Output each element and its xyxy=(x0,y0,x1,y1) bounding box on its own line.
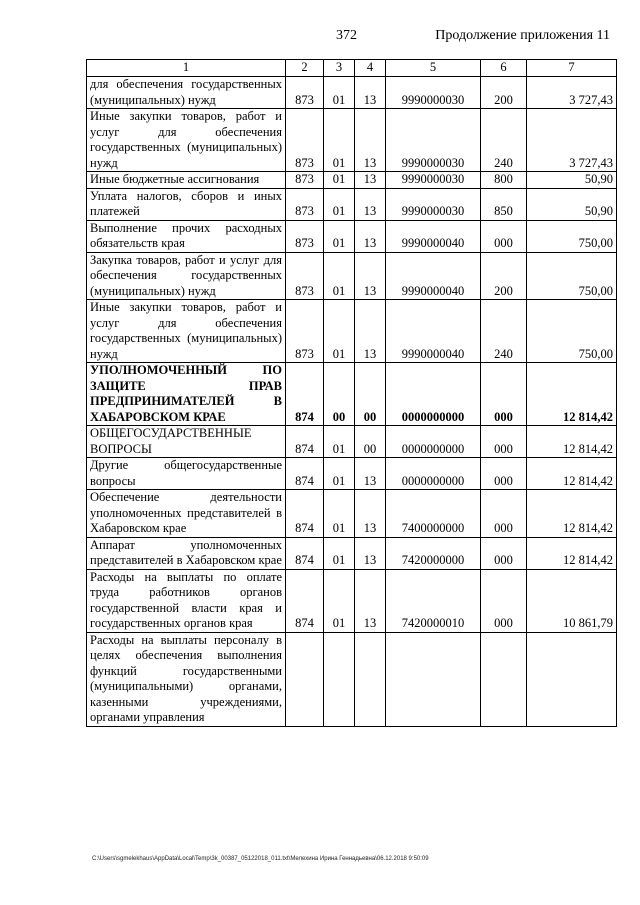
row-value-cell: 01 xyxy=(324,569,355,632)
table-row xyxy=(87,252,617,300)
row-value-cell: 873 xyxy=(286,252,324,300)
row-value-cell: 13 xyxy=(355,490,386,538)
table-row xyxy=(87,490,617,538)
row-value-cell: 0000000000 xyxy=(386,426,481,458)
row-value-cell: 240 xyxy=(481,109,527,172)
row-name-cell: Закупка товаров, работ и услуг для обеспечения государственных (муниципальных) нужд xyxy=(87,252,286,300)
row-name-cell: Иные бюджетные ассигнования xyxy=(87,172,286,189)
column-header: 5 xyxy=(386,60,481,77)
appendix-continuation: Продолжение приложения 11 xyxy=(435,28,610,43)
file-path-footer: C:\Users\sgmelekhaus\AppData\Local\Temp\3k_00387_05122018_011.txt\Мелехина Ирина Геннадьевна\06.12.2018 9:50:09 xyxy=(92,856,429,862)
table-row xyxy=(87,569,617,632)
row-value-cell: 7420000010 xyxy=(386,569,481,632)
row-value-cell: 000 xyxy=(481,426,527,458)
row-value-cell: 13 xyxy=(355,77,386,109)
row-value-cell: 874 xyxy=(286,569,324,632)
row-value-cell xyxy=(527,632,617,726)
row-value-cell: 13 xyxy=(355,300,386,363)
row-value-cell: 12 814,42 xyxy=(527,490,617,538)
row-value-cell: 01 xyxy=(324,537,355,569)
table-row xyxy=(87,426,617,458)
row-value-cell: 01 xyxy=(324,188,355,220)
row-value-cell: 01 xyxy=(324,490,355,538)
row-value-cell: 01 xyxy=(324,77,355,109)
row-value-cell: 3 727,43 xyxy=(527,77,617,109)
row-value-cell: 01 xyxy=(324,220,355,252)
row-value-cell: 9990000030 xyxy=(386,172,481,189)
row-value-cell: 873 xyxy=(286,172,324,189)
row-value-cell: 13 xyxy=(355,252,386,300)
table-header-row xyxy=(87,60,617,77)
row-value-cell: 00 xyxy=(355,363,386,426)
row-value-cell: 9990000030 xyxy=(386,109,481,172)
row-value-cell: 874 xyxy=(286,537,324,569)
row-value-cell: 000 xyxy=(481,363,527,426)
row-value-cell: 873 xyxy=(286,109,324,172)
row-name-cell: Иные закупки товаров, работ и услуг для обеспечения государственных (муниципальных) нужд xyxy=(87,109,286,172)
row-value-cell: 13 xyxy=(355,220,386,252)
row-value-cell: 873 xyxy=(286,220,324,252)
row-value-cell: 750,00 xyxy=(527,252,617,300)
row-name-cell: Иные закупки товаров, работ и услуг для обеспечения государственных (муниципальных) нужд xyxy=(87,300,286,363)
row-value-cell: 13 xyxy=(355,109,386,172)
row-value-cell: 12 814,42 xyxy=(527,363,617,426)
row-value-cell: 874 xyxy=(286,363,324,426)
row-value-cell: 12 814,42 xyxy=(527,458,617,490)
row-value-cell: 10 861,79 xyxy=(527,569,617,632)
row-value-cell: 01 xyxy=(324,458,355,490)
row-value-cell: 13 xyxy=(355,458,386,490)
column-header: 3 xyxy=(324,60,355,77)
row-value-cell: 000 xyxy=(481,220,527,252)
row-name-cell: УПОЛНОМОЧЕННЫЙ ПО ЗАЩИТЕ ПРАВ ПРЕДПРИНИМАТЕЛЕЙ В ХАБАРОВСКОМ КРАЕ xyxy=(87,363,286,426)
row-value-cell: 0000000000 xyxy=(386,363,481,426)
row-value-cell xyxy=(481,632,527,726)
row-value-cell: 000 xyxy=(481,569,527,632)
row-value-cell: 0000000000 xyxy=(386,458,481,490)
table-row xyxy=(87,632,617,726)
table-row xyxy=(87,537,617,569)
row-value-cell: 13 xyxy=(355,188,386,220)
row-name-cell: для обеспечения государственных (муниципальных) нужд xyxy=(87,77,286,109)
row-value-cell: 12 814,42 xyxy=(527,537,617,569)
row-value-cell: 240 xyxy=(481,300,527,363)
row-value-cell: 9990000040 xyxy=(386,252,481,300)
row-value-cell: 01 xyxy=(324,172,355,189)
table-row xyxy=(87,300,617,363)
column-header: 7 xyxy=(527,60,617,77)
row-value-cell: 01 xyxy=(324,252,355,300)
row-value-cell: 7420000000 xyxy=(386,537,481,569)
row-value-cell: 3 727,43 xyxy=(527,109,617,172)
row-value-cell: 7400000000 xyxy=(386,490,481,538)
row-value-cell: 13 xyxy=(355,537,386,569)
column-header: 1 xyxy=(87,60,286,77)
row-value-cell: 12 814,42 xyxy=(527,426,617,458)
row-value-cell: 000 xyxy=(481,458,527,490)
row-name-cell: ОБЩЕГОСУДАРСТВЕННЫЕ ВОПРОСЫ xyxy=(87,426,286,458)
row-value-cell: 200 xyxy=(481,77,527,109)
row-value-cell: 00 xyxy=(355,426,386,458)
row-value-cell: 9990000040 xyxy=(386,300,481,363)
row-value-cell: 873 xyxy=(286,77,324,109)
row-name-cell: Выполнение прочих расходных обязательств края xyxy=(87,220,286,252)
row-value-cell: 01 xyxy=(324,300,355,363)
table-row xyxy=(87,363,617,426)
row-value-cell: 9990000040 xyxy=(386,220,481,252)
table-row xyxy=(87,109,617,172)
row-value-cell: 000 xyxy=(481,537,527,569)
row-value-cell xyxy=(386,632,481,726)
table-row xyxy=(87,220,617,252)
row-value-cell: 874 xyxy=(286,490,324,538)
row-value-cell: 9990000030 xyxy=(386,188,481,220)
row-value-cell: 50,90 xyxy=(527,172,617,189)
row-value-cell: 874 xyxy=(286,458,324,490)
row-value-cell xyxy=(355,632,386,726)
row-value-cell xyxy=(286,632,324,726)
row-name-cell: Аппарат уполномоченных представителей в Хабаровском крае xyxy=(87,537,286,569)
row-value-cell: 800 xyxy=(481,172,527,189)
row-value-cell: 850 xyxy=(481,188,527,220)
row-value-cell xyxy=(324,632,355,726)
table-row xyxy=(87,188,617,220)
row-name-cell: Другие общегосударственные вопросы xyxy=(87,458,286,490)
table-row xyxy=(87,172,617,189)
row-value-cell: 50,90 xyxy=(527,188,617,220)
row-value-cell: 00 xyxy=(324,363,355,426)
row-value-cell: 200 xyxy=(481,252,527,300)
row-name-cell: Уплата налогов, сборов и иных платежей xyxy=(87,188,286,220)
page-header xyxy=(0,28,640,48)
column-header: 4 xyxy=(355,60,386,77)
row-value-cell: 874 xyxy=(286,426,324,458)
column-header: 2 xyxy=(286,60,324,77)
page-number: 372 xyxy=(336,28,357,43)
row-value-cell: 873 xyxy=(286,300,324,363)
table-row xyxy=(87,77,617,109)
row-name-cell: Расходы на выплаты персоналу в целях обеспечения выполнения функций государственными (муниципальными) органами, казенными учреждениями, органами управления xyxy=(87,632,286,726)
row-value-cell: 750,00 xyxy=(527,220,617,252)
row-value-cell: 13 xyxy=(355,172,386,189)
table-row xyxy=(87,458,617,490)
row-value-cell: 873 xyxy=(286,188,324,220)
row-name-cell: Обеспечение деятельности уполномоченных представителей в Хабаровском крае xyxy=(87,490,286,538)
row-value-cell: 13 xyxy=(355,569,386,632)
column-header: 6 xyxy=(481,60,527,77)
row-value-cell: 000 xyxy=(481,490,527,538)
row-value-cell: 9990000030 xyxy=(386,77,481,109)
row-name-cell: Расходы на выплаты по оплате труда работников органов государственной власти края и государственных органов края xyxy=(87,569,286,632)
row-value-cell: 01 xyxy=(324,109,355,172)
row-value-cell: 01 xyxy=(324,426,355,458)
row-value-cell: 750,00 xyxy=(527,300,617,363)
budget-table xyxy=(86,59,617,727)
table-body xyxy=(87,77,617,727)
